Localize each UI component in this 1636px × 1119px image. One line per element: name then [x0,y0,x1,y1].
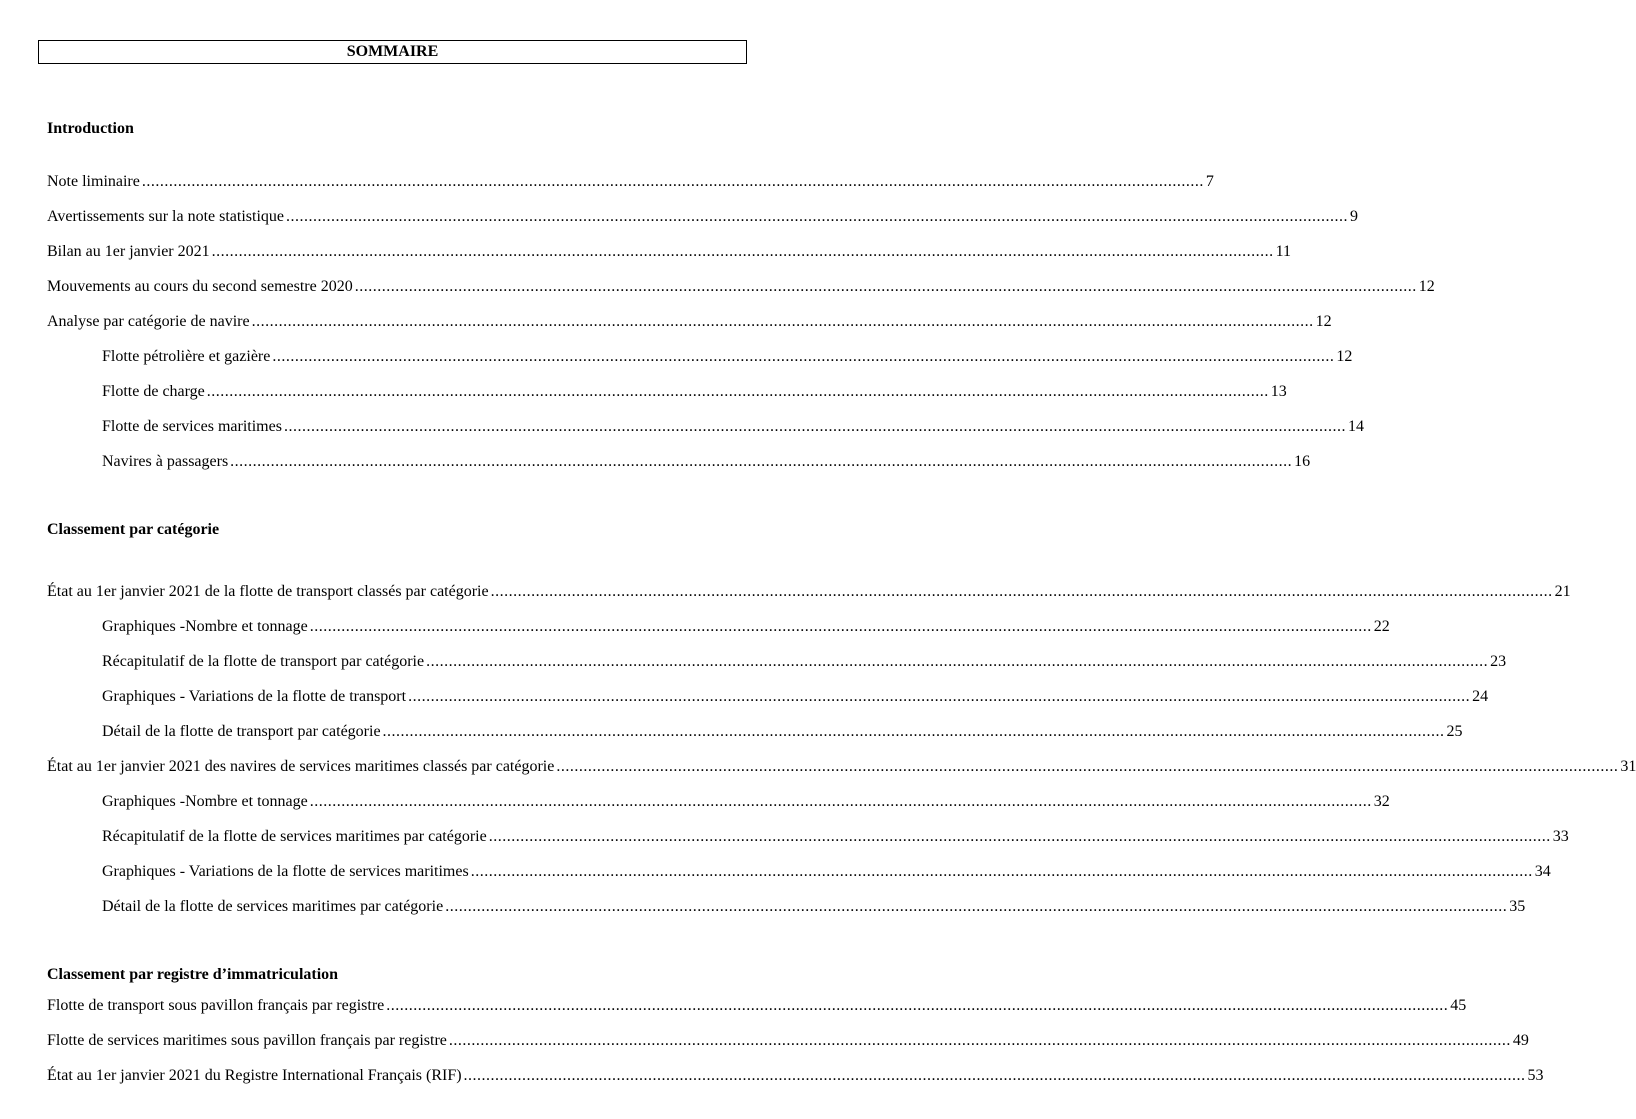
toc-subentry[interactable] [102,347,1353,367]
toc-entry-page: 13 [1270,383,1287,400]
page-title: SOMMAIRE [38,40,747,64]
toc-entry[interactable] [47,242,1292,262]
dot-leader: ............................................................................................................................................................................................................................................ [556,758,1619,775]
toc-entry-page: 16 [1294,453,1311,470]
toc-entry-page: 21 [1554,583,1571,600]
dot-leader: ............................................................................................................................................................................................................................................ [354,278,1417,295]
dot-leader: ............................................................................................................................................................................................................................................ [309,793,1372,810]
toc-entry-label: Détail de la flotte de transport par catégorie [102,723,381,740]
toc-subentry[interactable] [102,792,1390,812]
toc-entry[interactable] [47,207,1358,227]
dot-leader: ............................................................................................................................................................................................................................................ [211,243,1274,260]
toc-subentry[interactable] [102,617,1390,637]
dot-leader: ............................................................................................................................................................................................................................................ [386,997,1449,1014]
toc-entry-label: Note liminaire [47,173,140,190]
toc-entry-page: 12 [1418,278,1435,295]
toc-entry-page: 49 [1512,1032,1529,1049]
toc-entry-label: Détail de la flotte de services maritimes par catégorie [102,898,444,915]
toc-entry-page: 45 [1450,997,1467,1014]
toc-entry[interactable] [47,996,1467,1016]
toc-entry-label: Analyse par catégorie de navire [47,313,250,330]
dot-leader: ............................................................................................................................................................................................................................................ [463,1067,1526,1084]
dot-leader: ............................................................................................................................................................................................................................................ [470,863,1533,880]
toc-entry-label: Graphiques - Variations de la flotte de transport [102,688,407,705]
toc-entry-label: État au 1er janvier 2021 du Registre International Français (RIF) [47,1067,462,1084]
toc-entry-label: Flotte de transport sous pavillon français par registre [47,997,385,1014]
toc-subentry[interactable] [102,862,1551,882]
dot-leader: ............................................................................................................................................................................................................................................ [206,383,1269,400]
toc-entry-page: 32 [1373,793,1390,810]
section-heading-classement-categorie: Classement par catégorie [47,521,220,538]
dot-leader: ............................................................................................................................................................................................................................................ [426,653,1489,670]
toc-entry-label: Avertissements sur la note statistique [47,208,284,225]
dot-leader: ............................................................................................................................................................................................................................................ [382,723,1445,740]
dot-leader: ............................................................................................................................................................................................................................................ [408,688,1471,705]
toc-entry-label: Flotte pétrolière et gazière [102,348,271,365]
toc-entry-label: Graphiques -Nombre et tonnage [102,793,308,810]
toc-entry[interactable] [47,582,1571,602]
dot-leader: ............................................................................................................................................................................................................................................ [141,173,1204,190]
toc-entry-label: Récapitulatif de la flotte de transport par catégorie [102,653,425,670]
dot-leader: ............................................................................................................................................................................................................................................ [230,453,1293,470]
toc-subentry[interactable] [102,652,1507,672]
dot-leader: ............................................................................................................................................................................................................................................ [272,348,1335,365]
toc-entry-page: 34 [1534,863,1551,880]
toc-entry[interactable] [47,172,1214,192]
toc-subentry[interactable] [102,452,1311,472]
toc-entry-label: Flotte de services maritimes sous pavillon français par registre [47,1032,447,1049]
toc-entry-label: Flotte de services maritimes [102,418,282,435]
toc-entry[interactable] [47,1066,1544,1086]
dot-leader: ............................................................................................................................................................................................................................................ [448,1032,1511,1049]
toc-entry-page: 12 [1336,348,1353,365]
dot-leader: ............................................................................................................................................................................................................................................ [445,898,1508,915]
toc-subentry[interactable] [102,827,1569,847]
toc-entry-label: Graphiques - Variations de la flotte de services maritimes [102,863,469,880]
toc-entry-page: 25 [1446,723,1463,740]
toc-entry-page: 11 [1275,243,1292,260]
section-heading-classement-registre: Classement par registre d’immatriculation [47,966,339,983]
toc-subentry[interactable] [102,897,1526,917]
toc-entry[interactable] [47,757,1636,777]
toc-subentry[interactable] [102,417,1364,437]
dot-leader: ............................................................................................................................................................................................................................................ [309,618,1372,635]
toc-entry-page: 24 [1472,688,1489,705]
toc-entry-label: Graphiques -Nombre et tonnage [102,618,308,635]
toc-entry-label: Récapitulatif de la flotte de services maritimes par catégorie [102,828,487,845]
toc-entry-page: 31 [1620,758,1636,775]
toc-entry-page: 7 [1205,173,1214,190]
dot-leader: ............................................................................................................................................................................................................................................ [283,418,1346,435]
toc-subentry[interactable] [102,687,1489,707]
toc-entry-label: Mouvements au cours du second semestre 2020 [47,278,353,295]
toc-entry-label: État au 1er janvier 2021 de la flotte de transport classés par catégorie [47,583,489,600]
toc-entry-page: 53 [1527,1067,1544,1084]
toc-entry-page: 9 [1350,208,1358,225]
dot-leader: ............................................................................................................................................................................................................................................ [488,828,1551,845]
toc-entry-label: Bilan au 1er janvier 2021 [47,243,210,260]
toc-entry-page: 22 [1373,618,1390,635]
toc-entry-label: État au 1er janvier 2021 des navires de services maritimes classés par catégorie [47,758,555,775]
toc-subentry[interactable] [102,382,1287,402]
toc-entry-label: Navires à passagers [102,453,229,470]
toc-entry-page: 35 [1509,898,1526,915]
toc-entry-page: 33 [1552,828,1569,845]
dot-leader: ............................................................................................................................................................................................................................................ [286,208,1348,225]
dot-leader: ............................................................................................................................................................................................................................................ [251,313,1314,330]
toc-entry-page: 23 [1490,653,1507,670]
toc-entry[interactable] [47,312,1332,332]
toc-entry-page: 12 [1315,313,1332,330]
toc-entry[interactable] [47,1031,1529,1051]
dot-leader: ............................................................................................................................................................................................................................................ [490,583,1553,600]
section-heading-introduction: Introduction [47,120,134,137]
toc-subentry[interactable] [102,722,1463,742]
toc-entry[interactable] [47,277,1435,297]
toc-entry-label: Flotte de charge [102,383,205,400]
toc-entry-page: 14 [1347,418,1364,435]
